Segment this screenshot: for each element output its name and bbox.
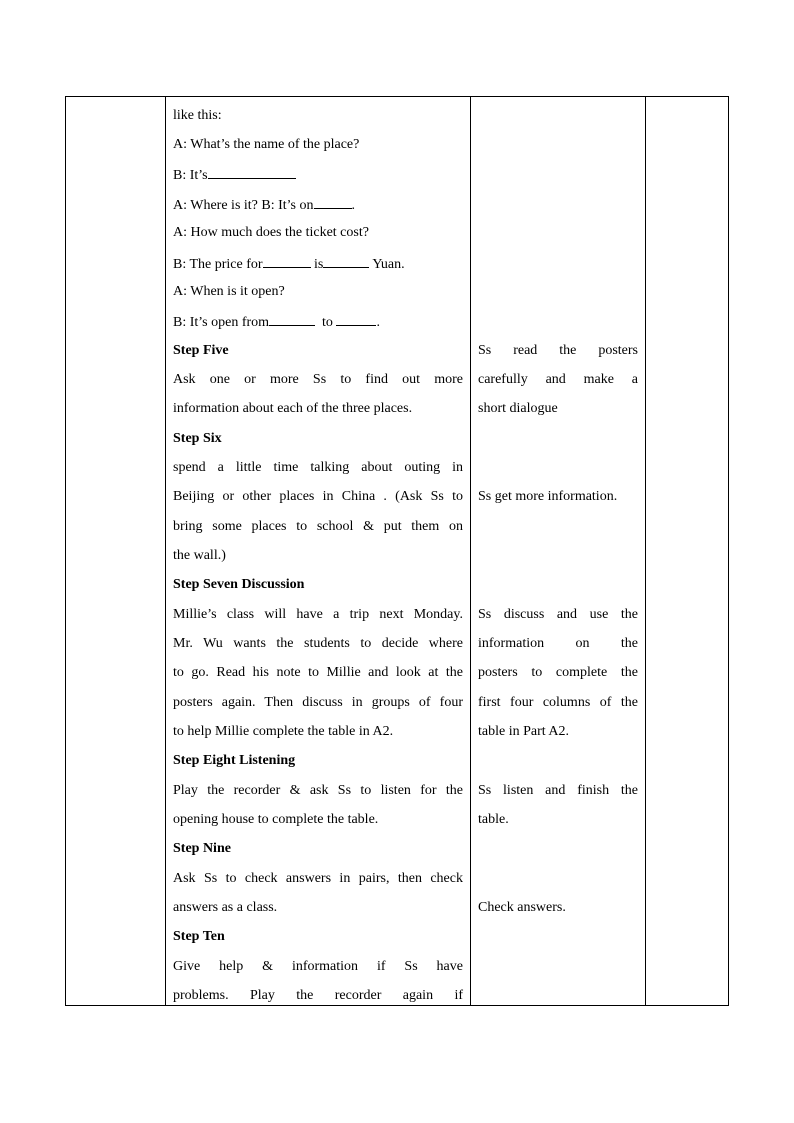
text-segment: B: The price for: [173, 257, 263, 272]
text-segment: to: [322, 315, 333, 330]
text-segment: A: Where is it? B: It’s on: [173, 198, 314, 213]
text-line: Ss get more information.: [478, 489, 618, 504]
text-segment: .: [376, 315, 380, 330]
text-line: information about each of the three places.: [173, 401, 413, 416]
column-divider: [645, 97, 646, 1005]
text-line: answers as a class.: [173, 900, 278, 915]
student-activity-column: [471, 97, 645, 1005]
teacher-activity-column: [166, 97, 470, 1005]
text-line: Ss listen and finish the: [478, 783, 638, 798]
answer-blank: [323, 253, 369, 268]
text-line: to help Millie complete the table in A2.: [173, 724, 394, 739]
text-line: [173, 194, 463, 214]
text-line: Check answers.: [478, 900, 566, 915]
text-line: table in Part A2.: [478, 724, 569, 739]
text-line: [173, 164, 463, 184]
text-line: Ss discuss and use the: [478, 607, 638, 622]
step-heading: Step Six: [173, 431, 222, 446]
text-line: posters again. Then discuss in groups of four: [173, 695, 463, 710]
text-segment: Yuan.: [372, 257, 405, 272]
text-line: A: When is it open?: [173, 284, 285, 299]
text-line: Play the recorder & ask Ss to listen for the: [173, 783, 463, 798]
text-line: information on the: [478, 636, 638, 651]
answer-blank: [208, 164, 296, 179]
text-line: A: What’s the name of the place?: [173, 137, 360, 152]
text-segment: is: [314, 257, 324, 272]
step-heading: Step Eight Listening: [173, 753, 296, 768]
text-line: opening house to complete the table.: [173, 812, 379, 827]
lesson-plan-table: [65, 96, 729, 1006]
text-line: to go. Read his note to Millie and look at the: [173, 665, 463, 680]
answer-blank: [314, 194, 352, 209]
text-line: bring some places to school & put them on: [173, 519, 463, 534]
text-line: posters to complete the: [478, 665, 638, 680]
text-line: table.: [478, 812, 509, 827]
text-line: the wall.): [173, 548, 226, 563]
text-line: problems. Play the recorder again if: [173, 988, 463, 1003]
text-line: [173, 311, 463, 331]
step-heading: Step Five: [173, 343, 229, 358]
text-line: Give help & information if Ss have: [173, 959, 463, 974]
text-line: Ask Ss to check answers in pairs, then check: [173, 871, 463, 886]
text-line: carefully and make a: [478, 372, 638, 387]
text-line: Ss read the posters: [478, 343, 638, 358]
text-line: Beijing or other places in China . (Ask Ss to: [173, 489, 463, 504]
answer-blank: [269, 311, 315, 326]
text-line: [173, 253, 463, 273]
text-line: first four columns of the: [478, 695, 638, 710]
answer-blank: [263, 253, 311, 268]
step-heading: Step Nine: [173, 841, 231, 856]
text-line: Millie’s class will have a trip next Monday.: [173, 607, 463, 622]
text-segment: .: [351, 198, 355, 213]
text-segment: B: It’s: [173, 168, 208, 183]
answer-blank: [336, 311, 376, 326]
text-line: short dialogue: [478, 401, 558, 416]
text-line: A: How much does the ticket cost?: [173, 225, 369, 240]
text-line: spend a little time talking about outing in: [173, 460, 463, 475]
text-line: like this:: [173, 108, 222, 123]
step-heading: Step Seven Discussion: [173, 577, 305, 592]
text-line: Mr. Wu wants the students to decide where: [173, 636, 463, 651]
text-line: Ask one or more Ss to find out more: [173, 372, 463, 387]
step-heading: Step Ten: [173, 929, 225, 944]
text-segment: B: It’s open from: [173, 315, 270, 330]
